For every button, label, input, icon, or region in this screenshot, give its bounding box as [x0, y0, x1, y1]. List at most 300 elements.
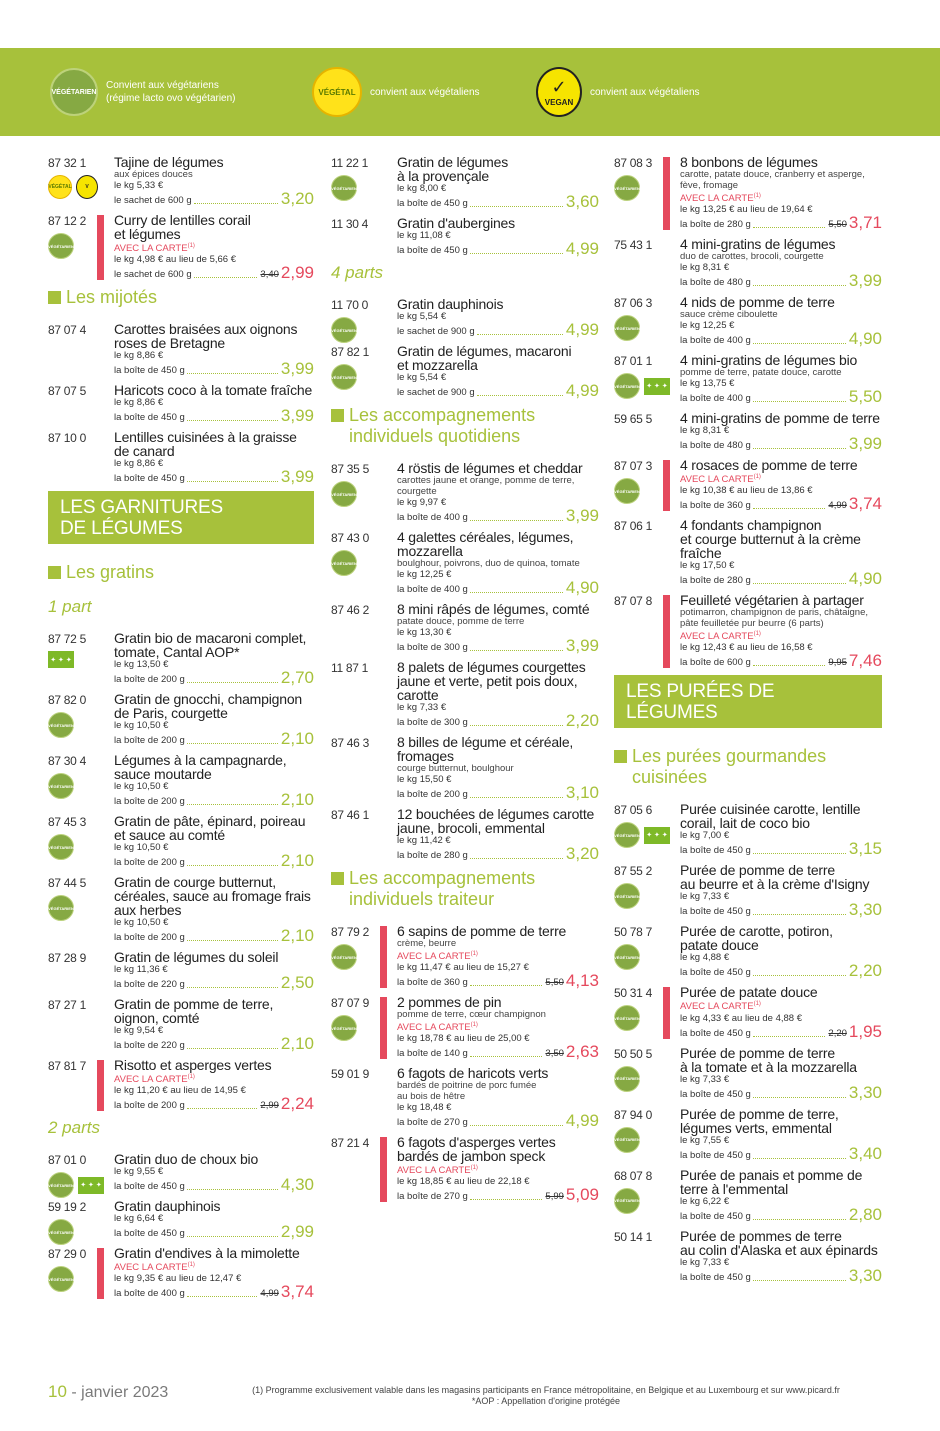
dot-leader	[194, 277, 258, 278]
package-size: la boîte de 450 g	[680, 1027, 751, 1039]
price-row	[680, 331, 882, 347]
product-item	[614, 155, 882, 231]
price-row	[397, 1113, 599, 1129]
product-name: Purée de carotte, potiron,	[680, 923, 833, 940]
footnote-programme: (1) Programme exclusivement valable dans les magasins participants en France métropolitaine, en Belgique et au Luxembourg et sur www.picard.fr	[252, 1385, 840, 1395]
package-size: la boîte de 220 g	[114, 979, 185, 991]
product-code: 87 81 7	[48, 1059, 86, 1074]
loyalty-card-label	[680, 472, 882, 485]
loyalty-card-label	[397, 949, 599, 962]
price-per-kg: le kg 7,33 €	[680, 891, 730, 903]
price: 5,09	[565, 1185, 599, 1205]
product-name: 6 fagots de haricots verts	[397, 1065, 549, 1082]
product-code: 87 32 1	[48, 156, 86, 170]
price-row	[397, 846, 599, 862]
price: 2,63	[565, 1042, 599, 1062]
price-per-kg: le kg 13,75 €	[680, 378, 735, 390]
loyalty-card-label	[114, 1260, 314, 1273]
bio-leaf-icon: ✦ ✦ ✦	[644, 378, 670, 395]
package-size: la boîte de 450 g	[680, 1210, 751, 1222]
product-name: et sauce au comté	[114, 827, 225, 844]
dot-leader	[187, 865, 278, 866]
product-name: Gratin bio de macaroni complet,	[114, 630, 307, 647]
price-per-kg: le kg 18,85 € au lieu de 22,18 €	[397, 1176, 530, 1188]
subsection-title	[331, 868, 599, 910]
product-name: Feuilleté végétarien à partager	[680, 592, 864, 609]
legend-vegetarien-text: Convient aux végétariens	[106, 80, 219, 91]
price-per-kg: le kg 9,55 €	[114, 1166, 164, 1178]
bio-leaf-icon: ✦ ✦ ✦	[48, 651, 74, 668]
product-item	[614, 593, 882, 669]
product-name: tomate, Cantal AOP*	[114, 644, 240, 661]
price: 2,24	[280, 1094, 314, 1114]
package-size: la boîte de 400 g	[680, 335, 751, 347]
dot-leader	[470, 206, 563, 207]
price-row	[680, 215, 882, 231]
product-item	[48, 875, 314, 944]
product-name: Purée de pomme de terre,	[680, 1105, 839, 1122]
price-per-kg: le kg 4,88 €	[680, 952, 730, 964]
carte-footnote-ref: (1)	[470, 1165, 478, 1172]
product-item	[48, 1152, 314, 1193]
product-code: 87 07 5	[48, 384, 86, 399]
package-size: la boîte de 220 g	[114, 1040, 185, 1052]
price: 2,99	[280, 1222, 314, 1242]
dot-leader	[187, 373, 278, 374]
dot-leader	[470, 1125, 563, 1126]
subsection-title-text: Les accompagnements	[349, 868, 536, 888]
product-item	[48, 155, 314, 207]
product-description: patate douce, pomme de terre	[397, 616, 525, 627]
portion-heading: 4 parts	[331, 263, 383, 282]
package-size: la boîte de 450 g	[680, 845, 751, 857]
diet-icons	[48, 834, 74, 860]
dot-leader	[187, 1296, 258, 1297]
diet-icons	[48, 651, 74, 668]
package-size: le sachet de 600 g	[114, 195, 192, 206]
dot-leader	[470, 1056, 543, 1057]
package-size: le sachet de 900 g	[397, 326, 475, 337]
price: 4,99	[565, 239, 599, 258]
product-name: 8 mini râpés de légumes, comté	[397, 601, 590, 617]
package-size: la boîte de 200 g	[114, 932, 185, 944]
price: 4,30	[280, 1175, 314, 1195]
product-item	[48, 631, 314, 686]
dot-leader	[753, 665, 826, 666]
product-name: oignon, comté	[114, 1010, 200, 1027]
product-code: 87 12 2	[48, 214, 86, 228]
bio-leaf-icon: ✦ ✦ ✦	[644, 827, 670, 844]
dot-leader	[187, 1048, 278, 1049]
product-name: 4 rosaces de pomme de terre	[680, 457, 858, 474]
price-row	[397, 383, 599, 399]
price-row	[114, 731, 314, 747]
package-size: la boîte de 450 g	[114, 473, 185, 485]
price-row	[114, 853, 314, 869]
product-code: 68 07 8	[614, 1168, 652, 1183]
dot-leader	[753, 914, 846, 915]
dot-leader	[187, 1108, 258, 1109]
carte-text: AVEC LA CARTE	[114, 1074, 188, 1086]
product-name: Carottes braisées aux oignons	[114, 321, 298, 338]
product-item	[331, 995, 599, 1060]
price: 5,50	[848, 387, 882, 407]
loyalty-card-label	[680, 629, 882, 642]
carte-footnote-ref: (1)	[753, 1001, 761, 1008]
package-size: la boîte de 450 g	[114, 1228, 185, 1240]
diet-icons	[614, 175, 640, 201]
product-item	[331, 297, 599, 338]
product-name: mozzarella	[397, 543, 463, 559]
section-band-text: DE LÉGUMES	[60, 518, 183, 540]
product-code: 87 07 4	[48, 323, 86, 338]
product-description: potimarron, champignon de paris, châtaigne,	[680, 607, 869, 619]
dot-leader	[753, 343, 846, 344]
product-item	[614, 518, 882, 587]
carte-footnote-ref: (1)	[753, 193, 761, 199]
diet-icons	[331, 364, 357, 390]
price-per-kg: le kg 7,55 €	[680, 1134, 730, 1146]
price-row	[114, 1177, 314, 1193]
price: 2,20	[848, 961, 882, 981]
product-description: courge butternut, boulghour	[397, 763, 514, 774]
product-code: 87 46 2	[331, 603, 369, 617]
old-price: 3,40	[260, 269, 279, 281]
price-per-kg: le kg 11,47 € au lieu de 15,27 €	[397, 962, 529, 974]
product-name: Purée de patate douce	[680, 984, 818, 1001]
product-description: boulghour, poivrons, duo de quinoa, tomate	[397, 558, 580, 569]
price-row	[680, 273, 882, 289]
package-size: le sachet de 600 g	[114, 269, 192, 281]
product-description: pâte feuilletée pur beurre (6 parts)	[680, 618, 824, 630]
product-code: 87 46 1	[331, 808, 369, 822]
dot-leader	[477, 395, 563, 396]
product-code: 59 01 9	[331, 1067, 369, 1082]
product-code: 87 07 9	[331, 996, 369, 1011]
section-band-text: LES PURÉES DE LÉGUMES	[626, 681, 775, 724]
vegetarien-icon: VÉGÉTARIEN	[614, 822, 640, 848]
carte-text: AVEC LA CARTE	[397, 1165, 471, 1177]
price-per-kg: le kg 8,00 €	[397, 183, 447, 194]
subsection-title-text: individuels quotidiens	[349, 426, 521, 446]
product-item	[331, 1066, 599, 1129]
product-name: Purée de pomme de terre	[680, 1044, 835, 1061]
diet-icons	[614, 373, 670, 399]
legend-vegan-text: convient aux végétaliens	[590, 86, 700, 98]
price: 3,30	[848, 900, 882, 920]
dot-leader	[753, 1280, 846, 1281]
product-item	[48, 1199, 314, 1240]
price: 2,10	[280, 729, 314, 749]
subsection-title	[48, 562, 314, 583]
price-per-kg: le kg 5,54 €	[397, 372, 447, 383]
product-item	[614, 1107, 882, 1162]
product-item	[331, 1135, 599, 1203]
price-row	[680, 1021, 882, 1041]
product-code: 11 22 1	[331, 156, 369, 170]
price-row	[114, 928, 314, 944]
dot-leader	[470, 253, 563, 254]
product-code: 87 27 1	[48, 998, 86, 1013]
product-item	[48, 997, 314, 1052]
old-price: 2,99	[260, 1100, 279, 1112]
product-code: 87 46 3	[331, 736, 369, 750]
subsection-title-text: Les purées gourmandes	[632, 746, 827, 767]
price-row	[114, 191, 314, 207]
product-name: Gratin duo de choux bio	[114, 1151, 259, 1168]
package-size: la boîte de 300 g	[397, 717, 468, 728]
product-code: 11 70 0	[331, 298, 369, 312]
vegetarien-icon: VÉGÉTARIEN	[331, 481, 357, 507]
dot-leader	[753, 975, 846, 976]
product-name: Gratin de légumes, macaroni	[397, 343, 572, 359]
price: 4,90	[565, 578, 599, 597]
price: 2,10	[280, 1034, 314, 1054]
price: 2,10	[280, 851, 314, 871]
dot-leader	[470, 797, 563, 798]
product-item	[331, 216, 599, 257]
product-item	[614, 1046, 882, 1101]
product-name: 4 mini-gratins de légumes	[680, 236, 836, 253]
product-description: aux épices douces	[114, 169, 193, 180]
price-row	[114, 792, 314, 808]
package-size: la boîte de 450 g	[680, 967, 751, 979]
dot-leader	[187, 987, 278, 988]
price: 3,20	[565, 844, 599, 863]
vegetarien-icon: VÉGÉTARIEN	[614, 1005, 640, 1031]
product-name: Gratin de pomme de terre,	[114, 996, 274, 1013]
package-size: la boîte de 140 g	[397, 1048, 468, 1060]
price-row	[114, 1284, 314, 1300]
price-per-kg: le kg 9,35 € au lieu de 12,47 €	[114, 1273, 242, 1285]
package-size: la boîte de 200 g	[114, 735, 185, 747]
price: 3,30	[848, 1082, 882, 1102]
dot-leader	[187, 481, 278, 482]
vegetarien-icon: VÉGÉTARIEN	[614, 1066, 640, 1092]
dot-leader	[753, 583, 846, 584]
product-name: Purée cuisinée carotte, lentille	[680, 801, 861, 818]
product-name: Légumes à la campagnarde,	[114, 752, 287, 769]
product-description: duo de carottes, brocoli, courgette	[680, 251, 824, 263]
price-row	[680, 1265, 882, 1285]
product-item	[331, 530, 599, 596]
product-code: 87 05 6	[614, 803, 652, 818]
product-item	[614, 985, 882, 1039]
package-size: la boîte de 480 g	[680, 440, 751, 452]
product-code: 87 30 4	[48, 754, 86, 769]
vegetarien-icon: VÉGÉTARIEN	[614, 944, 640, 970]
price: 7,46	[848, 651, 882, 671]
price-row	[680, 902, 882, 918]
carte-text: AVEC LA CARTE	[114, 243, 188, 255]
legend-vegan	[536, 48, 700, 136]
vegetarien-icon: VÉGÉTARIEN	[48, 1219, 74, 1245]
dot-leader	[187, 420, 278, 421]
price-per-kg: le kg 6,64 €	[114, 1213, 164, 1225]
dot-leader	[187, 1189, 278, 1190]
price-row	[680, 1143, 882, 1163]
product-name: terre à l'emmental	[680, 1180, 789, 1197]
product-description: pomme de terre, patate douce, carotte	[680, 367, 842, 379]
diet-icons	[614, 822, 670, 848]
dot-leader	[753, 448, 846, 449]
product-name: patate douce	[680, 937, 759, 954]
price-row	[680, 389, 882, 405]
carte-footnote-ref: (1)	[187, 243, 195, 249]
price-per-kg: le kg 13,25 € au lieu de 19,64 €	[680, 204, 813, 216]
product-code: 87 06 3	[614, 296, 652, 311]
price-per-kg: le kg 7,33 €	[397, 702, 447, 713]
product-item	[614, 353, 882, 405]
vegetarien-icon: VÉGÉTARIEN	[614, 1127, 640, 1153]
package-size: la boîte de 400 g	[680, 393, 751, 405]
price-per-kg: le kg 10,50 €	[114, 720, 169, 732]
price: 3,40	[848, 1143, 882, 1163]
price-per-kg: le kg 12,25 €	[397, 569, 452, 580]
price: 4,99	[565, 381, 599, 400]
dot-leader	[753, 853, 846, 854]
price-row	[680, 571, 882, 587]
dot-leader	[187, 1236, 278, 1237]
price-per-kg: le kg 10,50 €	[114, 842, 169, 854]
product-item	[48, 430, 314, 485]
price-per-kg: le kg 8,86 €	[114, 397, 164, 409]
price: 2,10	[280, 926, 314, 946]
price: 4,13	[565, 971, 599, 991]
product-description: crème, beurre	[397, 938, 457, 949]
price: 3,71	[848, 213, 882, 233]
product-name: céréales, sauce au fromage frais	[114, 888, 311, 905]
product-item	[48, 383, 314, 424]
product-item	[331, 807, 599, 862]
product-name: 8 billes de légume et céréale,	[397, 734, 574, 750]
product-name: corail, lait de coco bio	[680, 815, 810, 832]
carte-text: AVEC LA CARTE	[680, 1001, 754, 1013]
product-item	[614, 1168, 882, 1223]
price-row	[397, 1187, 599, 1203]
product-code: 11 30 4	[331, 217, 369, 231]
product-name: 6 sapins de pomme de terre	[397, 923, 567, 939]
diet-icons	[614, 944, 640, 970]
product-code: 87 29 0	[48, 1247, 86, 1262]
price-row	[397, 580, 599, 596]
product-code: 87 44 5	[48, 876, 86, 891]
dot-leader	[187, 804, 278, 805]
product-name: 2 pommes de pin	[397, 994, 502, 1011]
diet-icons	[48, 233, 74, 259]
product-description: sauce crème ciboulette	[680, 309, 778, 321]
loyalty-card-label	[114, 1072, 314, 1085]
price-row	[397, 973, 599, 989]
vegetal-logo-icon: VÉGÉTAL	[312, 67, 362, 117]
price-per-kg: le kg 18,78 € au lieu de 25,00 €	[397, 1033, 530, 1045]
diet-icons	[48, 1266, 74, 1292]
product-description: courgette	[397, 486, 437, 497]
diet-icons	[614, 315, 640, 341]
vegetarien-icon: VÉGÉTARIEN	[48, 233, 74, 259]
carte-footnote-ref: (1)	[470, 951, 478, 957]
diet-icons	[331, 175, 357, 201]
product-name: 8 palets de légumes courgettes	[397, 659, 586, 675]
product-item	[614, 863, 882, 918]
page-number: 10 - janvier 2023	[48, 1382, 169, 1401]
package-size: la boîte de 270 g	[397, 1117, 468, 1129]
price-row	[680, 653, 882, 669]
product-item	[331, 344, 599, 399]
price-per-kg: le kg 9,54 €	[114, 1025, 164, 1037]
carte-footnote-ref: (1)	[753, 631, 761, 638]
product-item	[331, 461, 599, 524]
price: 3,99	[848, 271, 882, 291]
price: 3,99	[848, 434, 882, 454]
price: 3,10	[565, 783, 599, 802]
package-size: la boîte de 360 g	[397, 977, 468, 989]
price-per-kg: le kg 12,25 €	[680, 320, 735, 332]
price-row	[114, 408, 314, 424]
diet-icons	[614, 478, 640, 504]
old-price: 4,99	[260, 1288, 279, 1300]
price-per-kg: le kg 11,20 € au lieu de 14,95 €	[114, 1085, 246, 1097]
diet-icons	[48, 1219, 74, 1245]
dot-leader	[470, 985, 543, 986]
product-name: 4 galettes céréales, légumes,	[397, 529, 574, 545]
package-size: la boîte de 280 g	[680, 575, 751, 587]
price-per-kg: le kg 12,43 € au lieu de 16,58 €	[680, 642, 813, 654]
package-size: la boîte de 400 g	[397, 584, 468, 595]
package-size: le sachet de 900 g	[397, 387, 475, 398]
price-row	[397, 638, 599, 654]
product-name: 8 bonbons de légumes	[680, 154, 818, 170]
product-name: fraîche	[680, 545, 722, 562]
product-item	[331, 735, 599, 801]
product-name: 4 fondants champignon	[680, 517, 822, 534]
product-description: fève, fromage	[680, 180, 739, 191]
old-price: 3,50	[545, 1048, 564, 1060]
vegetarien-icon: VÉGÉTARIEN	[48, 773, 74, 799]
portion-heading: 1 part	[48, 597, 92, 617]
price: 3,60	[565, 192, 599, 211]
dot-leader	[753, 508, 826, 509]
vegetarien-icon: VÉGÉTARIEN	[331, 317, 357, 343]
carte-text: AVEC LA CARTE	[680, 474, 754, 486]
diet-legend-header	[0, 48, 940, 136]
price: 2,80	[848, 1204, 882, 1224]
product-name: jaune, brocoli, emmental	[397, 820, 545, 836]
price: 3,99	[280, 406, 314, 426]
old-price: 5,50	[545, 977, 564, 989]
product-item	[614, 411, 882, 452]
price-row	[397, 1044, 599, 1060]
product-description: pomme de terre, cœur champignon	[397, 1009, 546, 1021]
footnote-aop: *AOP : Appellation d'origine protégée	[471, 1396, 621, 1406]
price: 3,30	[848, 1265, 882, 1285]
package-size: la boîte de 450 g	[680, 906, 751, 918]
package-size: la boîte de 200 g	[114, 796, 185, 808]
product-description: au bois de hêtre	[397, 1091, 466, 1103]
price-row	[397, 785, 599, 801]
price-row	[397, 241, 599, 257]
footnotes	[206, 1385, 886, 1407]
price-row	[114, 1036, 314, 1052]
price-row	[680, 841, 882, 857]
product-name: Curry de lentilles corail	[114, 212, 251, 228]
price-row	[114, 1096, 314, 1112]
product-code: 87 43 0	[331, 531, 369, 545]
package-size: la boîte de 450 g	[114, 365, 185, 377]
package-size: la boîte de 450 g	[680, 1088, 751, 1100]
price-per-kg: le kg 10,50 €	[114, 917, 169, 929]
product-name: Purée de pomme de terre	[680, 862, 835, 879]
